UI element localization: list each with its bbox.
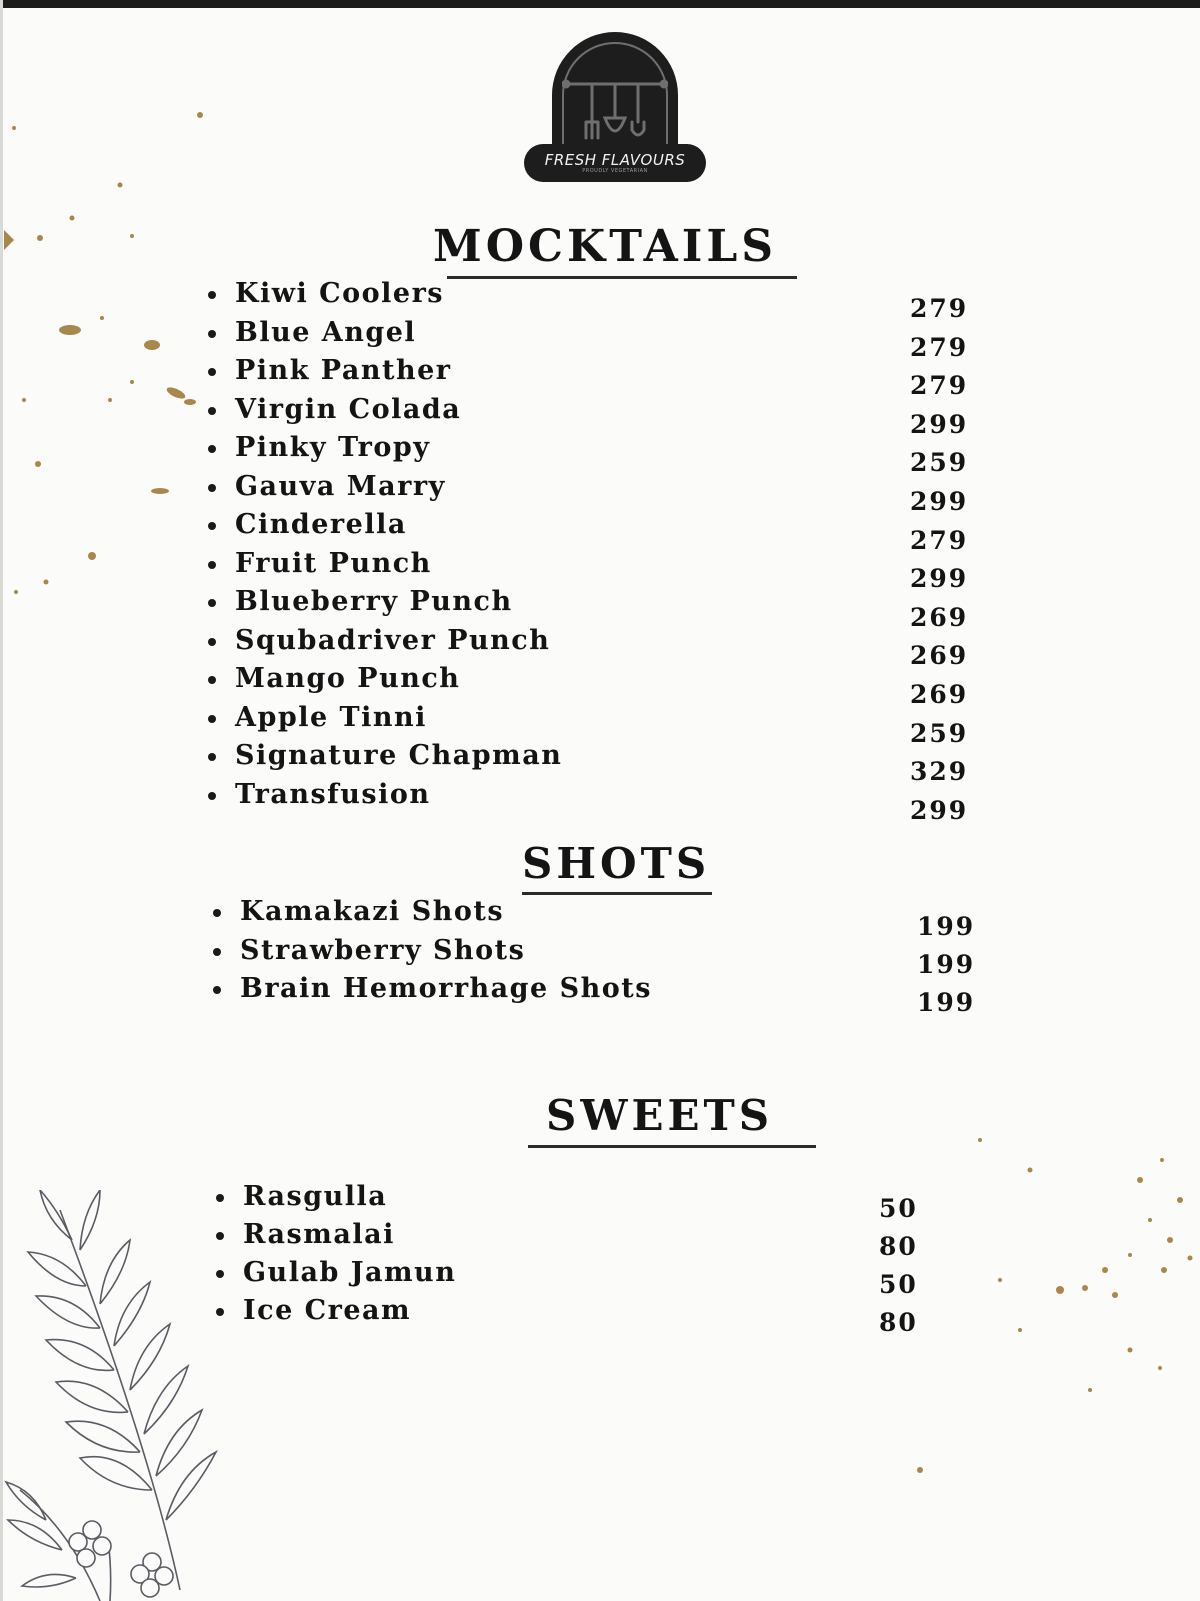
menu-item-price: 199: [917, 950, 976, 979]
menu-item-price: 80: [879, 1308, 918, 1337]
menu-item-price: 279: [910, 525, 969, 555]
menu-item-price: 299: [910, 564, 969, 594]
menu-item-name: Transfusion: [205, 776, 562, 815]
section-title-shots: SHOTS: [522, 839, 711, 888]
menu-item-name: Pinky Tropy: [205, 429, 562, 468]
menu-item-name: Gauva Marry: [205, 468, 562, 507]
logo-banner: [524, 144, 706, 182]
menu-item-price: 279: [910, 294, 969, 323]
gold-speckles-left: [0, 100, 240, 620]
shots-item-list: [210, 893, 652, 1009]
mocktails-price-list: [910, 290, 968, 830]
sweets-item-list: [213, 1178, 456, 1330]
shots-price-list: [917, 908, 975, 1022]
menu-item-name: Kamakazi Shots: [210, 893, 652, 932]
menu-item-name: Blue Angel: [205, 314, 562, 353]
menu-item-price: 50: [879, 1270, 918, 1299]
menu-item-name: Brain Hemorrhage Shots: [210, 970, 652, 1009]
gold-speckles-right: [900, 1130, 1200, 1510]
menu-item-price: 269: [910, 641, 969, 671]
menu-item-name: Kiwi Coolers: [205, 275, 562, 314]
menu-item-name: Rasgulla: [213, 1178, 456, 1216]
menu-item-price: 299: [910, 409, 969, 439]
section-underline: [528, 1145, 816, 1148]
menu-item-price: 269: [910, 602, 969, 632]
logo-name: FRESH FLAVOURS: [544, 151, 686, 169]
menu-item-name: Signature Chapman: [205, 737, 562, 776]
menu-item-name: Strawberry Shots: [210, 932, 652, 971]
menu-item-price: 199: [917, 912, 976, 941]
kitchen-utensils-icon: [562, 78, 668, 144]
fern-leaves-icon: [0, 1190, 230, 1601]
sweets-price-list: [879, 1190, 918, 1342]
menu-item-price: 259: [910, 448, 969, 478]
menu-item-name: Gulab Jamun: [213, 1254, 456, 1292]
menu-item-name: Cinderella: [205, 506, 562, 545]
menu-item-name: Squbadriver Punch: [205, 622, 562, 661]
menu-item-name: Blueberry Punch: [205, 583, 562, 622]
menu-item-price: 50: [879, 1194, 918, 1223]
menu-item-price: 199: [917, 988, 976, 1017]
menu-item-name: Apple Tinni: [205, 699, 562, 738]
menu-item-name: Ice Cream: [213, 1292, 456, 1330]
menu-item-name: Virgin Colada: [205, 391, 562, 430]
menu-item-name: Mango Punch: [205, 660, 562, 699]
menu-item-price: 259: [910, 718, 969, 748]
menu-item-price: 279: [910, 371, 969, 401]
menu-item-name: Rasmalai: [213, 1216, 456, 1254]
section-title-sweets: SWEETS: [546, 1091, 774, 1140]
top-edge-bar: [0, 0, 1200, 8]
section-title-mocktails: MOCKTAILS: [433, 221, 778, 272]
restaurant-logo: [524, 32, 706, 192]
menu-item-price: 80: [879, 1232, 918, 1261]
menu-item-price: 279: [910, 332, 969, 362]
menu-item-price: 299: [910, 795, 969, 825]
menu-item-price: 329: [910, 757, 969, 787]
menu-item-name: Pink Panther: [205, 352, 562, 391]
mocktails-item-list: [205, 275, 562, 814]
logo-tagline: PROUDLY VEGETARIAN: [582, 168, 648, 174]
menu-item-name: Fruit Punch: [205, 545, 562, 584]
menu-item-price: 299: [910, 486, 969, 516]
menu-item-price: 269: [910, 679, 969, 709]
